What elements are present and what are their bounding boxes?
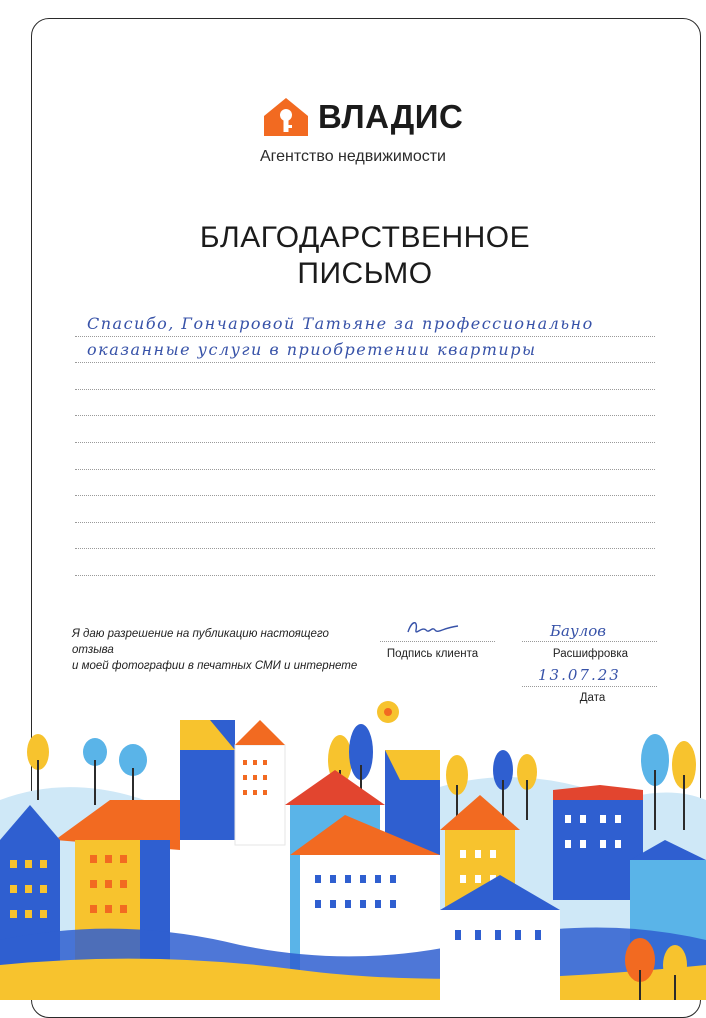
page-title xyxy=(0,220,706,292)
decoding-line xyxy=(522,641,657,642)
signature-caption: Подпись клиента xyxy=(386,648,479,660)
ruled-line xyxy=(75,363,655,390)
handwritten-line-1: Спасибо, Гончаровой Татьяне за профессионально xyxy=(87,313,594,333)
consent-text xyxy=(72,626,372,674)
client-signature xyxy=(402,618,462,640)
decoding-caption: Расшифровка xyxy=(552,648,629,660)
ruled-line xyxy=(75,496,655,523)
title-line-1: БЛАГОДАРСТВЕННОЕ xyxy=(199,221,531,254)
date-caption: Дата xyxy=(579,692,606,704)
decoding-value: Баулов xyxy=(550,622,606,640)
consent-line-2: и моей фотографии в печатных СМИ и интернете xyxy=(72,660,358,672)
brand-tagline: Агентство недвижимости xyxy=(260,148,446,165)
ruled-line xyxy=(75,390,655,417)
ruled-line xyxy=(75,310,655,337)
ruled-line xyxy=(75,337,655,364)
title-line-2: ПИСЬМО xyxy=(297,257,433,290)
ruled-line xyxy=(75,549,655,576)
city-illustration xyxy=(0,690,706,1000)
ruled-line xyxy=(75,443,655,470)
signature-line xyxy=(380,641,495,642)
consent-line-1: Я даю разрешение на публикацию настоящего отзыва xyxy=(72,628,329,656)
ruled-line xyxy=(75,523,655,550)
ruled-line xyxy=(75,416,655,443)
handwritten-line-2: оказанные услуги в приобретении квартиры xyxy=(87,340,537,360)
ruled-lines xyxy=(75,310,655,576)
brand-name: ВЛАДИС xyxy=(318,98,464,135)
ruled-line xyxy=(75,470,655,497)
date-value: 13.07.23 xyxy=(538,666,621,684)
date-line xyxy=(522,686,657,687)
